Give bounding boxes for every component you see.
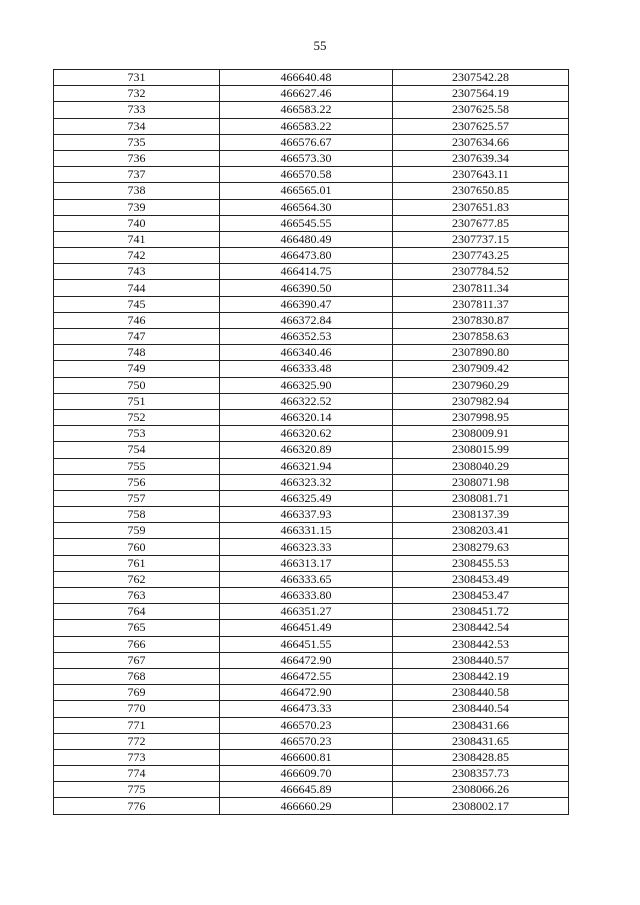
point-number-cell: 756 — [54, 474, 220, 490]
table-row — [54, 588, 569, 604]
point-number-cell: 739 — [54, 199, 220, 215]
x-coordinate-cell: 466390.47 — [220, 296, 393, 312]
table-row — [54, 539, 569, 555]
point-number-cell: 751 — [54, 393, 220, 409]
y-coordinate-cell: 2308015.99 — [393, 442, 569, 458]
point-number-cell: 736 — [54, 150, 220, 166]
x-coordinate-cell: 466451.55 — [220, 636, 393, 652]
x-coordinate-cell: 466333.48 — [220, 361, 393, 377]
table-row — [54, 231, 569, 247]
point-number-cell: 772 — [54, 733, 220, 749]
table-row — [54, 604, 569, 620]
table-row — [54, 782, 569, 798]
y-coordinate-cell: 2307542.28 — [393, 70, 569, 86]
x-coordinate-cell: 466570.58 — [220, 167, 393, 183]
x-coordinate-cell: 466472.90 — [220, 652, 393, 668]
point-number-cell: 738 — [54, 183, 220, 199]
point-number-cell: 768 — [54, 668, 220, 684]
table-row — [54, 264, 569, 280]
table-body — [54, 70, 569, 815]
x-coordinate-cell: 466627.46 — [220, 86, 393, 102]
y-coordinate-cell: 2308440.57 — [393, 652, 569, 668]
table-row — [54, 490, 569, 506]
y-coordinate-cell: 2307625.58 — [393, 102, 569, 118]
table-row — [54, 798, 569, 814]
y-coordinate-cell: 2308040.29 — [393, 458, 569, 474]
x-coordinate-cell: 466600.81 — [220, 749, 393, 765]
x-coordinate-cell: 466313.17 — [220, 555, 393, 571]
x-coordinate-cell: 466660.29 — [220, 798, 393, 814]
y-coordinate-cell: 2307982.94 — [393, 393, 569, 409]
y-coordinate-cell: 2307651.83 — [393, 199, 569, 215]
y-coordinate-cell: 2307643.11 — [393, 167, 569, 183]
y-coordinate-cell: 2307564.19 — [393, 86, 569, 102]
x-coordinate-cell: 466565.01 — [220, 183, 393, 199]
table-row — [54, 183, 569, 199]
y-coordinate-cell: 2307737.15 — [393, 231, 569, 247]
y-coordinate-cell: 2307998.95 — [393, 409, 569, 425]
table-row — [54, 361, 569, 377]
point-number-cell: 735 — [54, 134, 220, 150]
point-number-cell: 776 — [54, 798, 220, 814]
point-number-cell: 752 — [54, 409, 220, 425]
y-coordinate-cell: 2307890.80 — [393, 345, 569, 361]
x-coordinate-cell: 466576.67 — [220, 134, 393, 150]
point-number-cell: 740 — [54, 215, 220, 231]
table-row — [54, 280, 569, 296]
point-number-cell: 743 — [54, 264, 220, 280]
point-number-cell: 734 — [54, 118, 220, 134]
y-coordinate-cell: 2308442.53 — [393, 636, 569, 652]
point-number-cell: 775 — [54, 782, 220, 798]
y-coordinate-cell: 2308440.58 — [393, 685, 569, 701]
point-number-cell: 741 — [54, 231, 220, 247]
x-coordinate-cell: 466372.84 — [220, 312, 393, 328]
y-coordinate-cell: 2308431.65 — [393, 733, 569, 749]
y-coordinate-cell: 2308440.54 — [393, 701, 569, 717]
y-coordinate-cell: 2307634.66 — [393, 134, 569, 150]
table-row — [54, 733, 569, 749]
table-row — [54, 474, 569, 490]
x-coordinate-cell: 466583.22 — [220, 118, 393, 134]
point-number-cell: 748 — [54, 345, 220, 361]
y-coordinate-cell: 2308453.49 — [393, 571, 569, 587]
y-coordinate-cell: 2308453.47 — [393, 588, 569, 604]
table-row — [54, 134, 569, 150]
point-number-cell: 771 — [54, 717, 220, 733]
x-coordinate-cell: 466320.62 — [220, 426, 393, 442]
table-row — [54, 749, 569, 765]
y-coordinate-cell: 2308442.54 — [393, 620, 569, 636]
y-coordinate-cell: 2308442.19 — [393, 668, 569, 684]
x-coordinate-cell: 466570.23 — [220, 733, 393, 749]
table-row — [54, 312, 569, 328]
table-row — [54, 523, 569, 539]
point-number-cell: 765 — [54, 620, 220, 636]
x-coordinate-cell: 466573.30 — [220, 150, 393, 166]
point-number-cell: 745 — [54, 296, 220, 312]
table-row — [54, 685, 569, 701]
point-number-cell: 763 — [54, 588, 220, 604]
x-coordinate-cell: 466320.14 — [220, 409, 393, 425]
y-coordinate-cell: 2308451.72 — [393, 604, 569, 620]
y-coordinate-cell: 2308455.53 — [393, 555, 569, 571]
y-coordinate-cell: 2307639.34 — [393, 150, 569, 166]
point-number-cell: 753 — [54, 426, 220, 442]
x-coordinate-cell: 466545.55 — [220, 215, 393, 231]
point-number-cell: 766 — [54, 636, 220, 652]
point-number-cell: 737 — [54, 167, 220, 183]
table-row — [54, 296, 569, 312]
x-coordinate-cell: 466333.80 — [220, 588, 393, 604]
point-number-cell: 755 — [54, 458, 220, 474]
y-coordinate-cell: 2307784.52 — [393, 264, 569, 280]
point-number-cell: 760 — [54, 539, 220, 555]
table-row — [54, 102, 569, 118]
coordinates-table — [53, 69, 569, 815]
x-coordinate-cell: 466325.90 — [220, 377, 393, 393]
y-coordinate-cell: 2308066.26 — [393, 782, 569, 798]
y-coordinate-cell: 2308002.17 — [393, 798, 569, 814]
point-number-cell: 770 — [54, 701, 220, 717]
table-row — [54, 70, 569, 86]
point-number-cell: 759 — [54, 523, 220, 539]
point-number-cell: 732 — [54, 86, 220, 102]
point-number-cell: 747 — [54, 329, 220, 345]
x-coordinate-cell: 466323.32 — [220, 474, 393, 490]
y-coordinate-cell: 2308357.73 — [393, 766, 569, 782]
x-coordinate-cell: 466325.49 — [220, 490, 393, 506]
y-coordinate-cell: 2308009.91 — [393, 426, 569, 442]
x-coordinate-cell: 466414.75 — [220, 264, 393, 280]
y-coordinate-cell: 2308428.85 — [393, 749, 569, 765]
table-row — [54, 442, 569, 458]
table-row — [54, 167, 569, 183]
x-coordinate-cell: 466609.70 — [220, 766, 393, 782]
y-coordinate-cell: 2307909.42 — [393, 361, 569, 377]
x-coordinate-cell: 466645.89 — [220, 782, 393, 798]
point-number-cell: 742 — [54, 248, 220, 264]
table-row — [54, 409, 569, 425]
y-coordinate-cell: 2308137.39 — [393, 507, 569, 523]
table-row — [54, 86, 569, 102]
point-number-cell: 750 — [54, 377, 220, 393]
x-coordinate-cell: 466390.50 — [220, 280, 393, 296]
y-coordinate-cell: 2307858.63 — [393, 329, 569, 345]
x-coordinate-cell: 466351.27 — [220, 604, 393, 620]
table-row — [54, 458, 569, 474]
point-number-cell: 744 — [54, 280, 220, 296]
x-coordinate-cell: 466331.15 — [220, 523, 393, 539]
table-row — [54, 377, 569, 393]
y-coordinate-cell: 2308081.71 — [393, 490, 569, 506]
x-coordinate-cell: 466472.55 — [220, 668, 393, 684]
page-number: 55 — [313, 38, 327, 53]
y-coordinate-cell: 2307811.37 — [393, 296, 569, 312]
point-number-cell: 761 — [54, 555, 220, 571]
x-coordinate-cell: 466322.52 — [220, 393, 393, 409]
table-row — [54, 393, 569, 409]
table-row — [54, 555, 569, 571]
table-row — [54, 150, 569, 166]
x-coordinate-cell: 466323.33 — [220, 539, 393, 555]
point-number-cell: 764 — [54, 604, 220, 620]
table-row — [54, 199, 569, 215]
table-row — [54, 215, 569, 231]
y-coordinate-cell: 2307960.29 — [393, 377, 569, 393]
x-coordinate-cell: 466473.80 — [220, 248, 393, 264]
table-row — [54, 636, 569, 652]
x-coordinate-cell: 466640.48 — [220, 70, 393, 86]
y-coordinate-cell: 2307677.85 — [393, 215, 569, 231]
table-row — [54, 652, 569, 668]
point-number-cell: 733 — [54, 102, 220, 118]
table-row — [54, 766, 569, 782]
point-number-cell: 774 — [54, 766, 220, 782]
point-number-cell: 758 — [54, 507, 220, 523]
x-coordinate-cell: 466564.30 — [220, 199, 393, 215]
point-number-cell: 731 — [54, 70, 220, 86]
table-row — [54, 701, 569, 717]
y-coordinate-cell: 2308279.63 — [393, 539, 569, 555]
table-row — [54, 248, 569, 264]
x-coordinate-cell: 466352.53 — [220, 329, 393, 345]
y-coordinate-cell: 2308203.41 — [393, 523, 569, 539]
y-coordinate-cell: 2307650.85 — [393, 183, 569, 199]
y-coordinate-cell: 2307743.25 — [393, 248, 569, 264]
y-coordinate-cell: 2307625.57 — [393, 118, 569, 134]
y-coordinate-cell: 2308431.66 — [393, 717, 569, 733]
point-number-cell: 757 — [54, 490, 220, 506]
x-coordinate-cell: 466337.93 — [220, 507, 393, 523]
table-row — [54, 620, 569, 636]
point-number-cell: 754 — [54, 442, 220, 458]
table-row — [54, 118, 569, 134]
x-coordinate-cell: 466451.49 — [220, 620, 393, 636]
y-coordinate-cell: 2308071.98 — [393, 474, 569, 490]
x-coordinate-cell: 466340.46 — [220, 345, 393, 361]
x-coordinate-cell: 466570.23 — [220, 717, 393, 733]
x-coordinate-cell: 466321.94 — [220, 458, 393, 474]
x-coordinate-cell: 466473.33 — [220, 701, 393, 717]
table-row — [54, 426, 569, 442]
y-coordinate-cell: 2307811.34 — [393, 280, 569, 296]
point-number-cell: 767 — [54, 652, 220, 668]
table-row — [54, 507, 569, 523]
point-number-cell: 769 — [54, 685, 220, 701]
x-coordinate-cell: 466583.22 — [220, 102, 393, 118]
point-number-cell: 773 — [54, 749, 220, 765]
table-row — [54, 329, 569, 345]
point-number-cell: 749 — [54, 361, 220, 377]
point-number-cell: 762 — [54, 571, 220, 587]
x-coordinate-cell: 466320.89 — [220, 442, 393, 458]
point-number-cell: 746 — [54, 312, 220, 328]
table-row — [54, 571, 569, 587]
x-coordinate-cell: 466333.65 — [220, 571, 393, 587]
table-row — [54, 717, 569, 733]
table-row — [54, 668, 569, 684]
table-row — [54, 345, 569, 361]
x-coordinate-cell: 466480.49 — [220, 231, 393, 247]
y-coordinate-cell: 2307830.87 — [393, 312, 569, 328]
x-coordinate-cell: 466472.90 — [220, 685, 393, 701]
